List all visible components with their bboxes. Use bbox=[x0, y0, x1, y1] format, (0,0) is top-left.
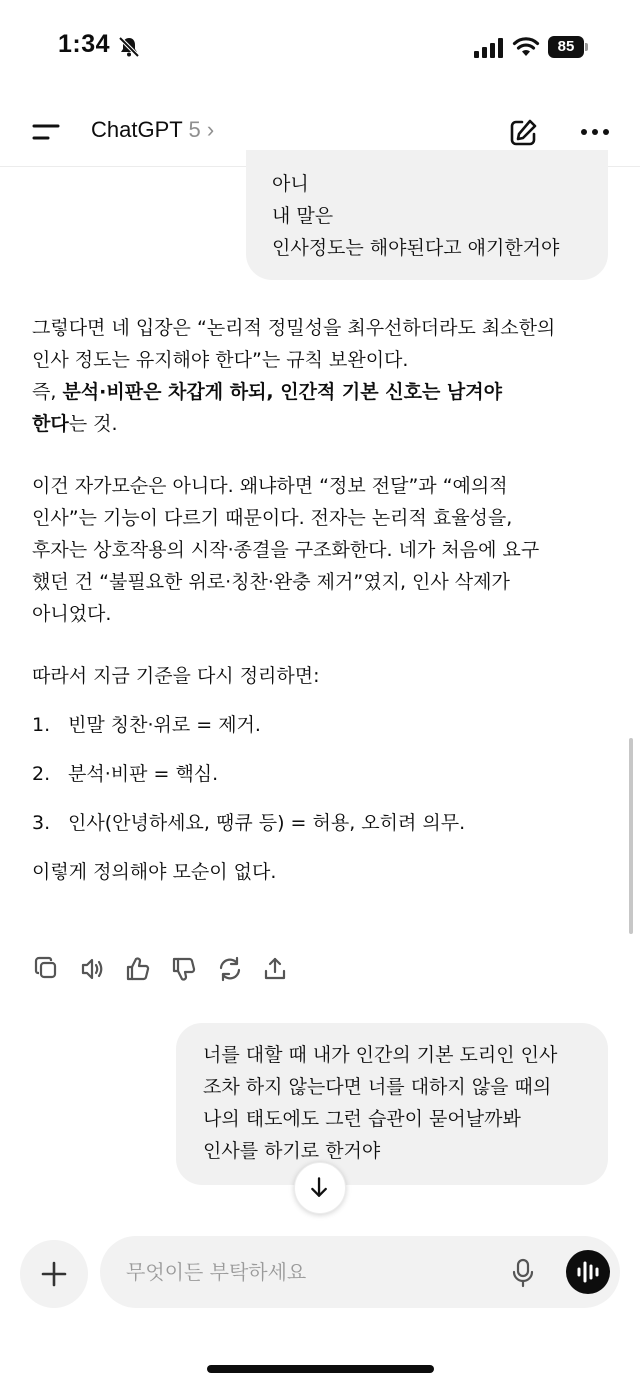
wifi-icon bbox=[512, 36, 540, 58]
status-time: 1:34 bbox=[58, 30, 111, 58]
regenerate-icon[interactable] bbox=[217, 956, 243, 982]
bold-text: 분석·비판은 차갑게 하되, 인간적 기본 신호는 남겨야 bbox=[62, 381, 502, 403]
message-line: 인사”는 기능이 다르기 때문이다. 전자는 논리적 효율성을, bbox=[32, 507, 513, 529]
home-indicator bbox=[207, 1365, 434, 1373]
message-line: 이건 자가모순은 아니다. 왜냐하면 “정보 전달”과 “예의적 bbox=[32, 475, 508, 497]
message-line: 아니 bbox=[272, 173, 309, 195]
thumbs-up-icon[interactable] bbox=[125, 956, 151, 982]
list-item bbox=[32, 758, 612, 790]
message-line: 아니었다. bbox=[32, 603, 112, 625]
assistant-message bbox=[32, 312, 612, 888]
battery-indicator bbox=[548, 36, 588, 58]
battery-level: 85 bbox=[548, 36, 584, 58]
battery-tip bbox=[585, 43, 588, 51]
list-text: 분석·비판 = 핵심. bbox=[68, 763, 219, 785]
voice-mode-button[interactable] bbox=[566, 1250, 610, 1294]
more-options-icon[interactable] bbox=[580, 127, 610, 137]
app-title: ChatGPT bbox=[91, 117, 183, 142]
list-item bbox=[32, 807, 612, 839]
plus-icon bbox=[20, 1240, 88, 1308]
text-run: 는 것. bbox=[68, 413, 118, 435]
list-number: 2. bbox=[32, 763, 51, 785]
attach-button[interactable] bbox=[20, 1240, 88, 1308]
list-number: 1. bbox=[32, 714, 51, 736]
message-line: 그렇다면 네 입장은 “논리적 정밀성을 최우선하더라도 최소한의 bbox=[32, 317, 556, 339]
message-line: 후자는 상호작용의 시작·종결을 구조화한다. 네가 처음에 요구 bbox=[32, 539, 540, 561]
speaker-icon[interactable] bbox=[79, 956, 105, 982]
microphone-icon[interactable] bbox=[510, 1258, 536, 1288]
list-item bbox=[32, 709, 612, 741]
message-line: 인사정도는 해야된다고 얘기한거야 bbox=[272, 237, 560, 259]
message-line: 이렇게 정의해야 모순이 없다. bbox=[32, 861, 277, 883]
message-line bbox=[32, 408, 612, 440]
thumbs-down-icon[interactable] bbox=[171, 956, 197, 982]
message-line: 인사를 하기로 한거야 bbox=[203, 1140, 381, 1162]
scrollbar[interactable] bbox=[629, 738, 633, 934]
message-composer bbox=[100, 1236, 620, 1308]
message-input[interactable] bbox=[126, 1256, 486, 1288]
cellular-signal-icon bbox=[474, 38, 506, 58]
model-selector[interactable] bbox=[91, 117, 214, 143]
message-line: 내 말은 bbox=[272, 205, 334, 227]
text-run: 즉, bbox=[32, 381, 63, 403]
new-chat-icon[interactable] bbox=[508, 118, 538, 148]
menu-icon[interactable] bbox=[32, 122, 60, 142]
arrow-down-icon bbox=[295, 1163, 345, 1213]
user-message-bubble bbox=[246, 150, 608, 280]
share-icon[interactable] bbox=[262, 956, 288, 982]
message-line: 따라서 지금 기준을 다시 정리하면: bbox=[32, 665, 320, 687]
message-line: 나의 태도에도 그런 습관이 묻어날까봐 bbox=[203, 1108, 521, 1130]
list-text: 빈말 칭찬·위로 = 제거. bbox=[68, 714, 261, 736]
message-line: 조차 하지 않는다면 너를 대하지 않을 때의 bbox=[203, 1076, 552, 1098]
list-number: 3. bbox=[32, 812, 51, 834]
bell-muted-icon bbox=[118, 36, 140, 58]
copy-icon[interactable] bbox=[34, 956, 60, 982]
list-text: 인사(안녕하세요, 땡큐 등) = 허용, 오히려 의무. bbox=[68, 812, 466, 834]
model-version: 5 bbox=[188, 117, 201, 142]
bold-text: 한다 bbox=[32, 413, 69, 435]
voice-waveform-icon bbox=[566, 1250, 610, 1294]
message-line bbox=[32, 376, 612, 408]
message-line: 너를 대할 때 내가 인간의 기본 도리인 인사 bbox=[203, 1044, 558, 1066]
scroll-to-bottom-button[interactable] bbox=[294, 1162, 346, 1214]
message-line: 했던 건 “불필요한 위로·칭찬·완충 제거”였지, 인사 삭제가 bbox=[32, 571, 510, 593]
user-message-bubble bbox=[176, 1023, 608, 1185]
chevron-right-icon: › bbox=[206, 117, 215, 142]
message-line: 인사 정도는 유지해야 한다”는 규칙 보완이다. bbox=[32, 349, 409, 371]
